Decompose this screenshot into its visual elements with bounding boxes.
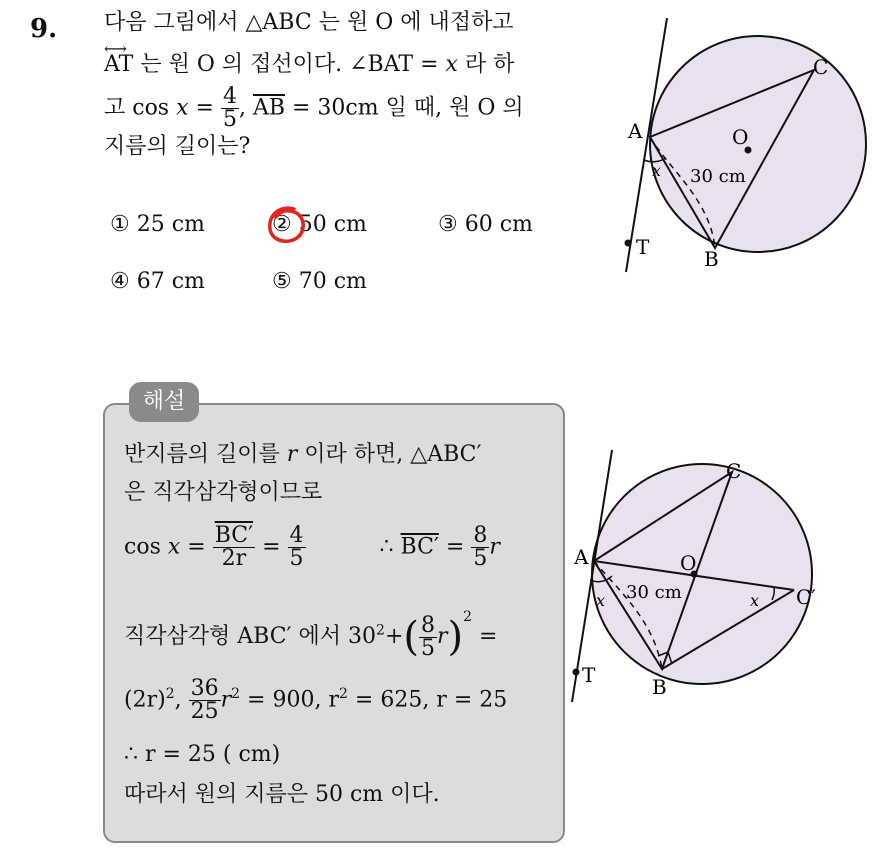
q-text: 는 원 O 의 접선이다. ∠BAT = [133, 52, 446, 77]
label-b: B [652, 675, 667, 699]
label-o: O [732, 125, 749, 149]
therefore-sign: ∴ [379, 534, 401, 560]
answer-circle-icon [264, 203, 308, 247]
fraction-8-5 [471, 525, 489, 570]
question-number: 9. [30, 14, 58, 44]
s-text: cos [124, 534, 161, 560]
label-c: C [813, 55, 829, 79]
choice-text: 60 cm [464, 212, 533, 237]
label-o: O [680, 551, 697, 575]
point-t [625, 240, 632, 247]
choice-mark: ② [272, 212, 292, 237]
q-text: 고 cos [104, 95, 170, 121]
var-x: x [167, 534, 181, 560]
label-x-c: x [750, 591, 760, 610]
label-c: C [726, 459, 742, 483]
frac-num: BC′ [214, 523, 254, 548]
label-a: A [628, 119, 643, 143]
var-r: r [437, 624, 448, 649]
line-at: ⟷ AT [104, 50, 133, 80]
frac-num: 8 [473, 523, 488, 548]
label-x: x [596, 591, 606, 610]
choice-mark: ① [110, 212, 130, 237]
solution-line-6: ∴ r = 25 ( cm) [124, 742, 281, 767]
s-text: , [174, 687, 189, 713]
circle-o [650, 36, 866, 252]
frac-num: 8 [421, 612, 435, 638]
s-text: = 900, r [240, 687, 339, 713]
s-text: 이라 하면, △ABC′ [297, 442, 482, 467]
choice-text: 25 cm [136, 212, 205, 237]
q-text: 라 하 [457, 52, 515, 77]
q-text: = 30cm 일 때, 원 O 의 [285, 95, 524, 121]
choice-1[interactable] [110, 212, 205, 237]
solution-line-1 [124, 440, 482, 470]
frac-den: 25 [190, 699, 219, 724]
segment-bc: BC′ [400, 534, 439, 560]
paren-right: ) [447, 614, 464, 660]
fraction-36-25 [189, 678, 221, 723]
frac-num: 36 [190, 676, 219, 701]
frac-den: 5 [473, 546, 488, 571]
fraction-4-5 [221, 86, 239, 131]
label-c-prime: C′ [796, 585, 816, 609]
s-text: 반지름의 길이를 [124, 442, 287, 467]
exponent: 2 [376, 622, 385, 639]
q-text: , [238, 95, 253, 121]
s-text: = [438, 534, 472, 560]
s-text: = 625, r = 25 [347, 687, 508, 713]
var-r: r [220, 687, 232, 713]
s-text: = [255, 534, 288, 560]
choice-mark: ④ [110, 269, 130, 294]
s-text: = [180, 534, 213, 560]
frac-num: 4 [289, 523, 304, 548]
fraction-8-5 [419, 612, 437, 661]
solution-tag: 해설 [129, 382, 199, 422]
var-x: x [445, 52, 458, 77]
s-text: = [472, 624, 498, 649]
choice-text: 50 cm [298, 212, 367, 237]
label-30cm: 30 cm [690, 166, 746, 187]
paren-left: ( [403, 614, 419, 660]
segment-ab: $\overline{AB}$ [252, 95, 286, 121]
label-t: T [636, 235, 650, 259]
fraction-bc-2r [213, 525, 255, 570]
s-text: (2r) [124, 687, 166, 713]
question-line-3 [104, 86, 524, 131]
choice-text: 67 cm [136, 269, 205, 294]
solution-line-3 [124, 525, 500, 570]
figure-2 [560, 440, 860, 710]
choice-5[interactable] [272, 269, 367, 294]
label-a: A [574, 545, 589, 569]
frac-den: 5 [289, 546, 304, 571]
frac-num: 4 [222, 84, 237, 109]
point-t [573, 669, 580, 676]
choice-text: 70 cm [298, 269, 367, 294]
fraction-4-5 [288, 525, 306, 570]
q-text: = [188, 95, 221, 121]
question-line-4: 지름의 길이는? [104, 134, 251, 159]
question-line-2 [104, 50, 514, 80]
var-r: r [286, 442, 298, 467]
label-t: T [582, 663, 596, 687]
label-b: B [704, 247, 719, 271]
figure-1 [600, 0, 884, 290]
exponent: 2 [165, 686, 175, 703]
solution-line-2: 은 직각삼각형이므로 [124, 480, 323, 505]
s-text: + [384, 624, 404, 649]
label-30cm: 30 cm [626, 582, 682, 603]
circle-o [592, 464, 812, 684]
var-r: r [489, 534, 500, 560]
exponent: 2 [338, 686, 348, 703]
solution-line-5 [124, 678, 507, 723]
s-text: 직각삼각형 ABC′ 에서 30 [124, 624, 377, 649]
label-x: x [652, 161, 662, 180]
question-line-1: 다음 그림에서 △ABC 는 원 O 에 내접하고 [104, 10, 514, 35]
choice-mark: ③ [438, 212, 458, 237]
choice-mark: ⑤ [272, 269, 292, 294]
frac-den: 2r [221, 546, 247, 571]
choice-3[interactable] [438, 212, 533, 237]
var-x: x [176, 95, 189, 121]
solution-line-4 [124, 602, 498, 660]
frac-den: 5 [222, 107, 237, 132]
exponent: 2 [231, 686, 241, 703]
choice-4[interactable] [110, 269, 205, 294]
exponent: 2 [463, 609, 473, 625]
solution-line-7: 따라서 원의 지름은 50 cm 이다. [124, 782, 440, 807]
frac-den: 5 [421, 635, 435, 661]
